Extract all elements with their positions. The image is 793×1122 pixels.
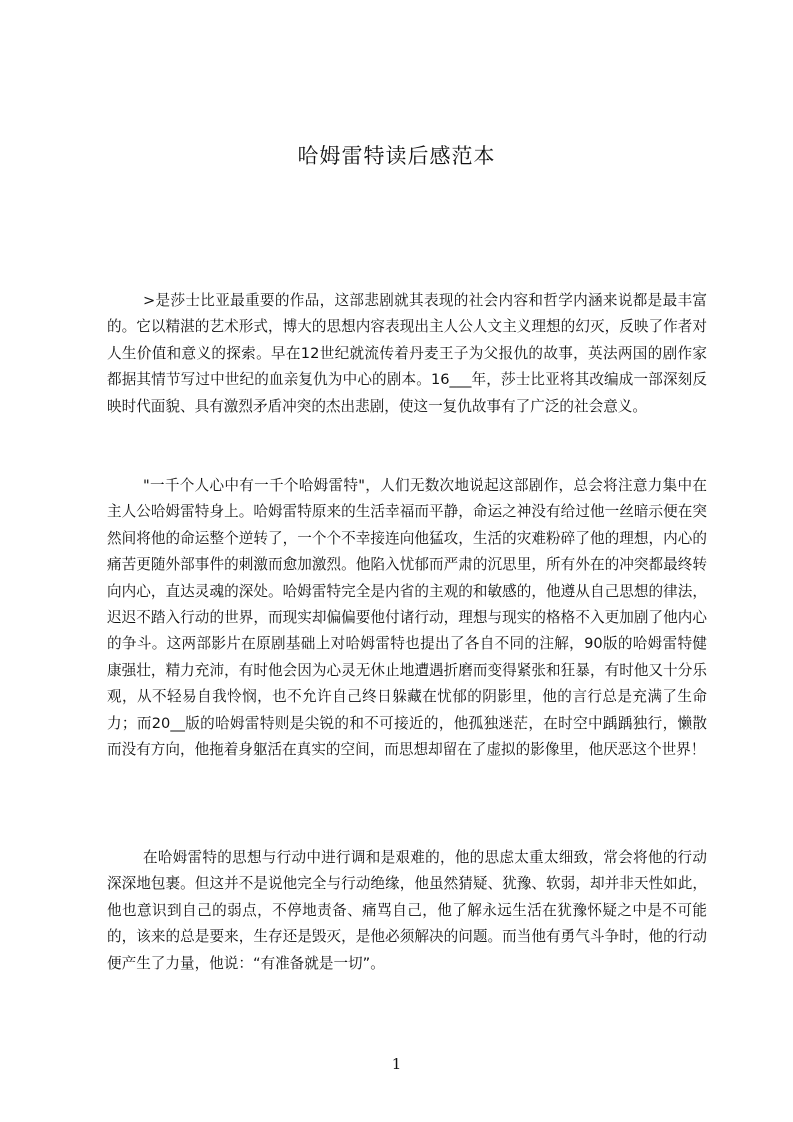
paragraph-character-analysis: "一千个人心中有一千个哈姆雷特"，人们无数次地说起这部剧作，总会将注意力集中在主人公哈姆雷特身上。哈姆雷特原来的生活幸福而平静，命运之神没有给过他一丝暗示便在突然间将他的命运整个逆转了，一个个不幸接连向他猛攻，生活的灾难粉碎了他的理想，内心的痛苦更随外部事件的刺激而愈加激烈。他陷入忧郁而严肃的沉思里，所有外在的冲突都最终转向内心，直达灵魂的深处。哈姆雷特完全是内省的主观的和敏感的，他遵从自己思想的律法，迟迟不踏入行动的世界，而现实却偏偏要他付诸行动，理想与现实的格格不入更加剧了他内心的争斗。这两部影片在原剧基础上对哈姆雷特也提出了各自不同的注解，90版的哈姆雷特健康强壮，精力充沛，有时他会因为心灵无休止地遭遇折磨而变得紧张和狂暴，有时他又十分乐观，从不轻易自我怜悯，也不允许自己终日躲藏在忧郁的阴影里，他的言行总是充满了生命力；而20__版的哈姆雷特则是尖锐的和不可接近的，他孤独迷茫，在时空中踽踽独行，懒散而没有方向，他拖着身躯活在真实的空间，而思想却留在了虚拟的影像里，他厌恶这个世界！ [107,477,707,759]
page-number: 1 [391,1055,402,1073]
paragraph-thought-and-action: 在哈姆雷特的思想与行动中进行调和是艰难的，他的思虑太重太细致，常会将他的行动深深地包裹。但这并不是说他完全与行动绝缘，他虽然猜疑、犹豫、软弱，却并非天性如此，他也意识到自己的弱点，不停地责备、痛骂自己，他了解永远生活在犹豫怀疑之中是不可能的，该来的总是要来，生存还是毁灭，是他必须解决的问题。而当他有勇气斗争时，他的行动便产生了力量，他说：“有准备就是一切”。 [107,849,707,972]
document-title: 哈姆雷特读后感范本 [297,144,496,168]
paragraph-intro: >是莎士比亚最重要的作品，这部悲剧就其表现的社会内容和哲学内涵来说都是最丰富的。它以精湛的艺术形式，博大的思想内容表现出主人公人文主义理想的幻灭，反映了作者对人生价值和意义的探索。早在12世纪就流传着丹麦王子为父报仇的故事，英法两国的剧作家都据其情节写过中世纪的血亲复仇为中心的剧本。16___年，莎士比亚将其改编成一部深刻反映时代面貌、具有激烈矛盾冲突的杰出悲剧，使这一复仇故事有了广泛的社会意义。 [107,292,707,415]
